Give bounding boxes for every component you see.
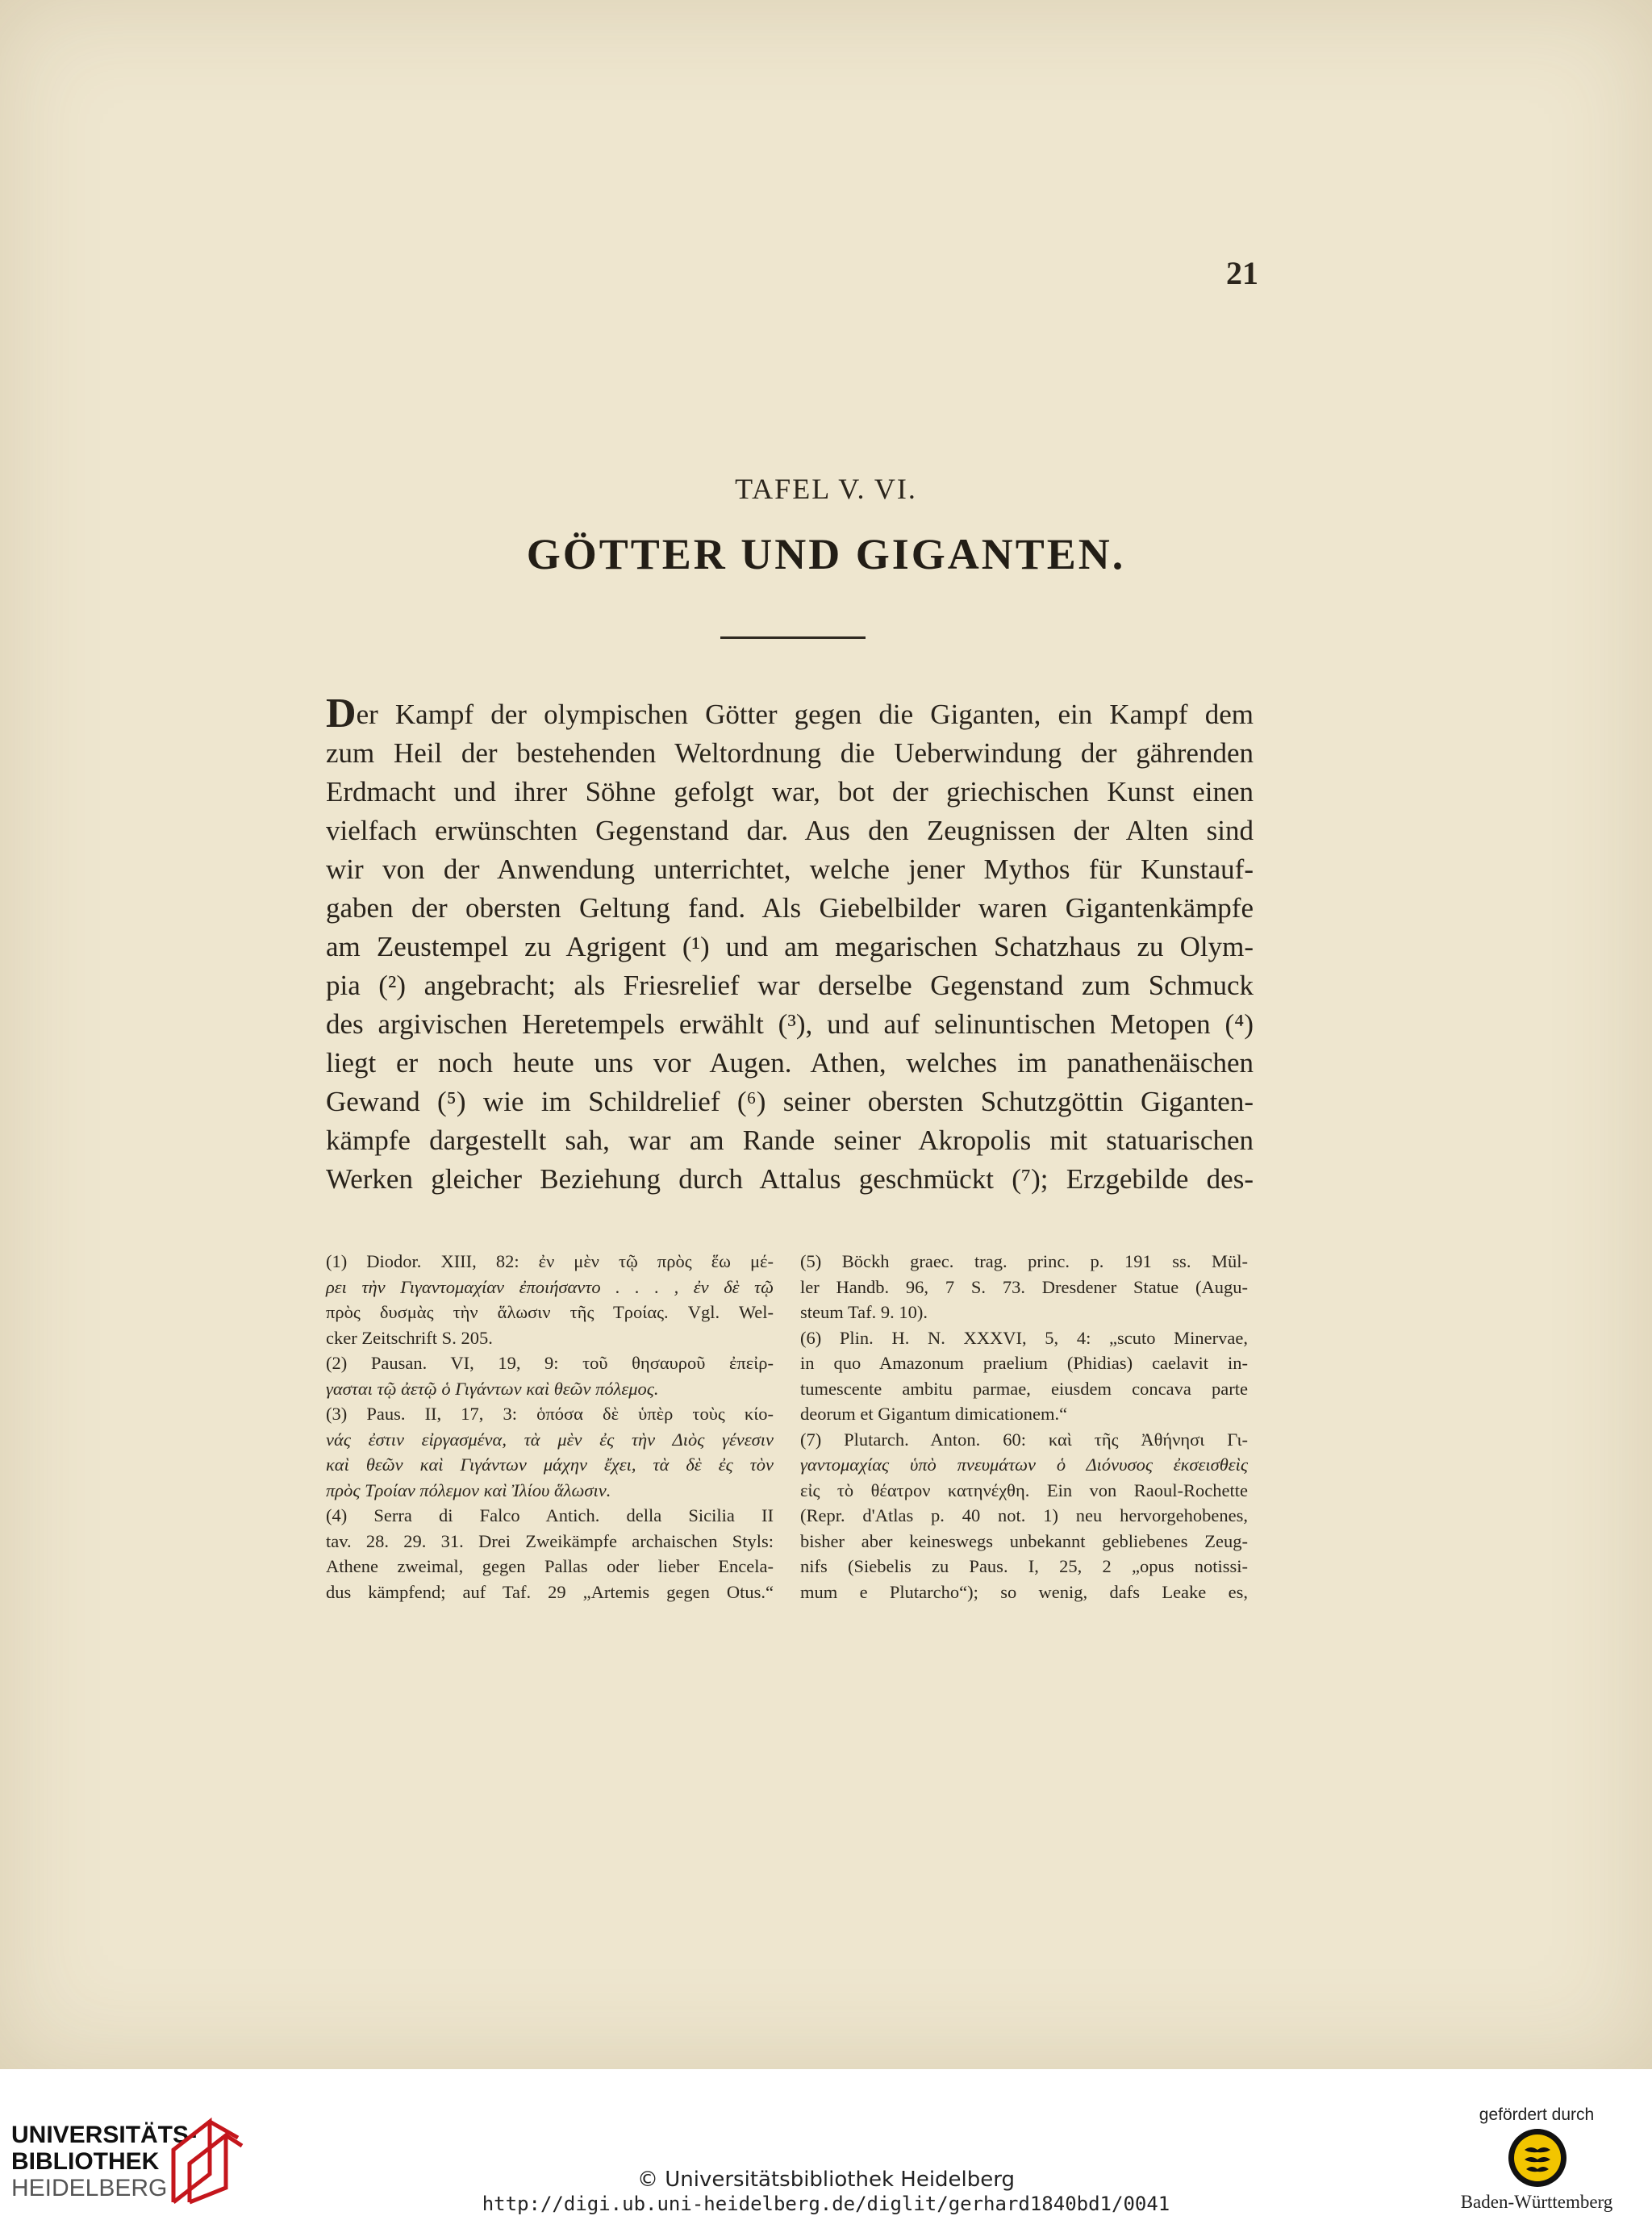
- coat-of-arms-icon[interactable]: [1507, 2127, 1568, 2189]
- footnote-line: (4) Serra di Falco Antich. della Sicilia II: [326, 1505, 774, 1525]
- footnote-line: (3) Paus. II, 17, 3: ὁπόσα δὲ ὑπὲρ τοὺς κίο-: [326, 1404, 774, 1424]
- body-line: Werken gleicher Beziehung durch Attalus geschmückt (⁷); Erzgebilde des-: [326, 1163, 1254, 1195]
- footnote-line: (6) Plin. H. N. XXXVI, 5, 4: „scuto Minervae,: [800, 1327, 1248, 1348]
- footnote-line: καὶ θεῶν καὶ Γιγάντων μάχην ἔχει, τὰ δὲ ἐς τὸν: [326, 1454, 774, 1475]
- body-line: gaben der obersten Geltung fand. Als Giebelbilder waren Gigantenkämpfe: [326, 892, 1254, 924]
- body-line: Der Kampf der olympischen Götter gegen die Giganten, ein Kampf dem: [326, 691, 1254, 737]
- footnotes-right-column: [800, 1249, 1248, 1604]
- footnote-line: (2) Pausan. VI, 19, 9: τοῦ θησαυροῦ ἐπεἰρ-: [326, 1353, 774, 1373]
- page-number: 21: [1226, 255, 1258, 291]
- body-line: kämpfe dargestellt sah, war am Rande seiner Akropolis mit statuarischen: [326, 1125, 1254, 1156]
- drop-cap: D: [326, 691, 357, 737]
- logo-line: BIBLIOTHEK: [11, 2148, 160, 2175]
- footnote-line: (5) Böckh graec. trag. princ. p. 191 ss. Mül-: [800, 1251, 1248, 1271]
- body-line: Gewand (⁵) wie im Schildrelief (⁶) seiner obersten Schutzgöttin Giganten-: [326, 1086, 1254, 1117]
- sponsor-name: Baden-Württemberg: [1460, 2192, 1613, 2212]
- body-line: liegt er noch heute uns vor Augen. Athen, welches im panathenäischen: [326, 1047, 1254, 1079]
- body-line: pia (²) angebracht; als Friesrelief war derselbe Gegenstand zum Schmuck: [326, 970, 1254, 1001]
- footnote-line: steum Taf. 9. 10).: [800, 1302, 928, 1322]
- footnote-line: dus kämpfend; auf Taf. 29 „Artemis gegen Otus.“: [326, 1581, 774, 1602]
- footnote-line: (7) Plutarch. Anton. 60: καὶ τῆς Ἀθήνησι Γι-: [800, 1429, 1248, 1450]
- footnote-line: deorum et Gigantum dimicationem.“: [800, 1404, 1068, 1424]
- sponsor-label: gefördert durch: [1479, 2105, 1595, 2124]
- footnotes-left-column: [326, 1249, 774, 1604]
- footnote-line: γαντομαχίας ὑπὸ πνευμάτων ὁ Διόνυσος ἐκσεισθεὶς: [800, 1454, 1248, 1475]
- footnote-line: tav. 28. 29. 31. Drei Zweikämpfe archaischen Styls:: [326, 1530, 774, 1551]
- footnote-line: γασται τῷ ἀετῷ ὁ Γιγάντων καὶ θεῶν πόλεμος.: [326, 1378, 659, 1399]
- body-line: vielfach erwünschten Gegenstand dar. Aus den Zeugnissen der Alten sind: [326, 815, 1254, 846]
- body-line: Erdmacht und ihrer Söhne gefolgt war, bot der griechischen Kunst einen: [326, 776, 1254, 807]
- plate-heading: TAFEL V. VI.: [735, 473, 917, 505]
- footnote-line: πρὸς δυσμὰς τὴν ἅλωσιν τῆς Τροίας. Vgl. Wel-: [326, 1302, 774, 1322]
- permalink[interactable]: http://digi.ub.uni-heidelberg.de/diglit/gerhard1840bd1/0041: [482, 2193, 1170, 2215]
- footnote-line: tumescente ambitu parmae, eiusdem concava parte: [800, 1378, 1248, 1399]
- footnote-line: πρὸς Τροίαν πόλεμον καὶ Ἰλίου ἅλωσιν.: [326, 1479, 611, 1500]
- body-text: [326, 691, 1254, 1199]
- chapter-title: GÖTTER UND GIGANTEN.: [526, 530, 1126, 578]
- footnote-line: ler Handb. 96, 7 S. 73. Dresdener Statue (Augu-: [800, 1276, 1248, 1297]
- body-line: wir von der Anwendung unterrichtet, welche jener Mythos für Kunstauf-: [326, 853, 1254, 885]
- footnote-line: bisher aber keineswegs unbekannt gebliebenes Zeug-: [800, 1530, 1248, 1551]
- body-line: des argivischen Heretempels erwählt (³), und auf selinuntischen Metopen (⁴): [326, 1008, 1254, 1040]
- footnote-line: ρει τὴν Γιγαντομαχίαν ἐποιήσαντο . . . , ἐν δὲ τῷ: [326, 1276, 774, 1297]
- footnote-line: νάς ἐστιν εἰργασμένα, τὰ μὲν ἐς τὴν Διὸς γένεσιν: [326, 1429, 774, 1450]
- logo-line: HEIDELBERG: [11, 2175, 168, 2201]
- footnote-line: εἰς τὸ θέατρον κατηνέχθη. Ein von Raoul-Rochette: [800, 1479, 1248, 1500]
- body-line: zum Heil der bestehenden Weltordnung die Ueberwindung der gährenden: [326, 737, 1254, 769]
- footnote-line: cker Zeitschrift S. 205.: [326, 1327, 493, 1348]
- footnote-line: (1) Diodor. XIII, 82: ἐν μὲν τῷ πρὸς ἕω μέ-: [326, 1251, 774, 1271]
- footnote-line: nifs (Siebelis zu Paus. I, 25, 2 „opus notissi-: [800, 1556, 1248, 1576]
- footnote-line: Athene zweimal, gegen Pallas oder lieber Encela-: [326, 1556, 774, 1576]
- copyright-notice: © Universitätsbibliothek Heidelberg: [636, 2168, 1015, 2192]
- logo-line: UNIVERSITÄTS-: [11, 2122, 198, 2148]
- footnote-line: mum e Plutarcho“); so wenig, dafs Leake es,: [800, 1581, 1248, 1602]
- title-divider: [720, 636, 866, 639]
- footnote-line: (Repr. d'Atlas p. 40 not. 1) neu hervorgehobenes,: [800, 1505, 1248, 1525]
- footnote-line: in quo Amazonum praelium (Phidias) caelavit in-: [800, 1353, 1248, 1373]
- body-line: am Zeustempel zu Agrigent (¹) und am megarischen Schatzhaus zu Olym-: [326, 931, 1254, 962]
